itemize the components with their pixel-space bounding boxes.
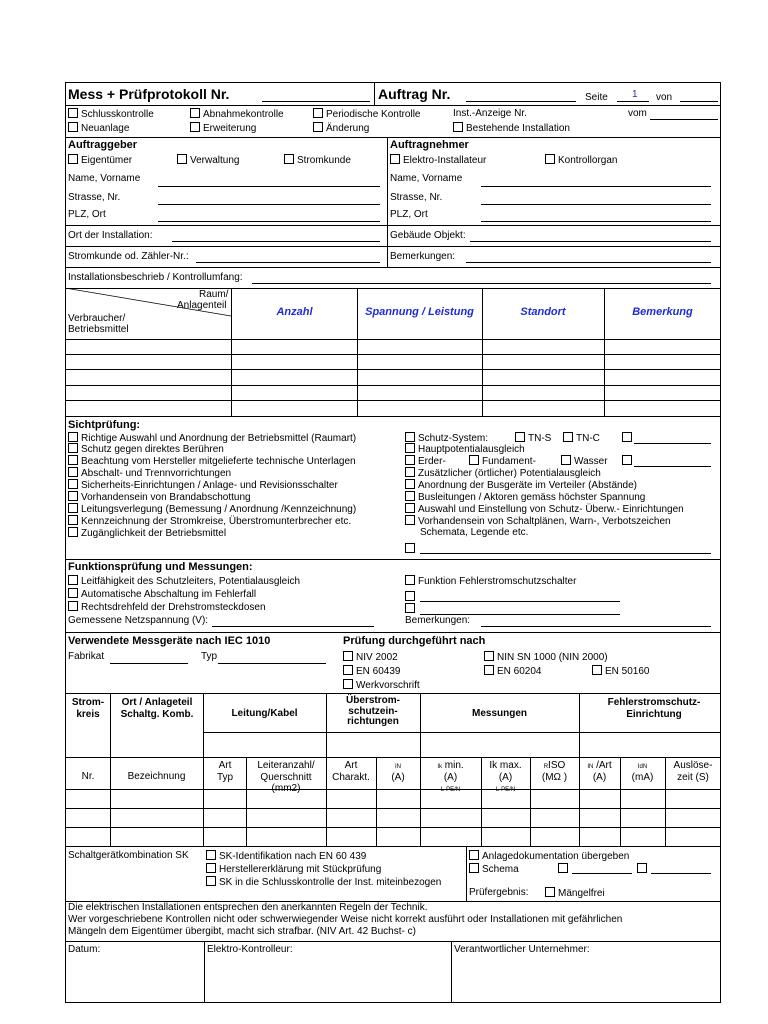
beschrieb-label: Installationsbeschrieb / Kontrollumfang: bbox=[68, 272, 243, 283]
raum-label: Raum/ bbox=[199, 289, 229, 300]
check-kontrollorgan[interactable]: Kontrollorgan bbox=[545, 154, 617, 167]
unternehmer-signature-field[interactable]: Verantwortlicher Unternehmer: bbox=[454, 944, 590, 955]
checkbox[interactable] bbox=[313, 108, 323, 118]
page-number: 1 bbox=[632, 89, 638, 100]
auftrag-label: Auftrag Nr. bbox=[378, 86, 451, 102]
col-leiteranzahl: Leiteranzahl/ Querschnitt (mm2) bbox=[257, 760, 315, 794]
col-spannung: Spannung / Leistung bbox=[365, 306, 474, 318]
check-schlusskontrolle[interactable]: Schlusskontrolle bbox=[68, 108, 154, 121]
sicht-item[interactable]: Zugänglichkeit der Betriebsmittel bbox=[68, 527, 226, 540]
col-ueberstrom: Überstrom-schutzein-richtungen bbox=[346, 695, 400, 727]
doku-other-field[interactable] bbox=[572, 873, 632, 874]
table-row[interactable] bbox=[65, 400, 721, 401]
legal-line: Wer vorgeschriebene Kontrollen nicht oder schwerwiegender Weise nicht korrekt ausführt oder Installationen mit gefährlichen bbox=[68, 914, 623, 925]
col-standort: Standort bbox=[520, 306, 566, 318]
check-sicht-other[interactable] bbox=[405, 543, 418, 556]
messgeraete-title: Verwendete Messgeräte nach IEC 1010 bbox=[68, 635, 271, 647]
von-label: von bbox=[656, 92, 673, 103]
table-row[interactable] bbox=[65, 827, 721, 828]
stromkunde-nr-label: Stromkunde od. Zähler-Nr.: bbox=[68, 251, 189, 262]
col-ik-min: Ik min. (A) L-PE/N bbox=[437, 760, 464, 793]
sicht-item[interactable]: Leitungsverlegung (Bemessung / Anordnung /Kennzeichnung) bbox=[68, 503, 356, 516]
checkbox[interactable] bbox=[390, 154, 400, 164]
an-strasse-field[interactable] bbox=[481, 204, 711, 205]
inst-anzeige-label: Inst.-Anzeige Nr. bbox=[453, 108, 527, 119]
check-verwaltung[interactable]: Verwaltung bbox=[177, 154, 239, 167]
auftrag-number-field[interactable] bbox=[466, 101, 576, 102]
check-periodische[interactable]: Periodische Kontrolle bbox=[313, 108, 421, 121]
sk-label: Schaltgerätkombination SK bbox=[68, 850, 189, 861]
ag-plz-label: PLZ, Ort bbox=[68, 209, 106, 220]
ag-strasse-field[interactable] bbox=[158, 204, 380, 205]
an-strasse-label: Strasse, Nr. bbox=[390, 192, 443, 203]
col-fehlerstrom: Fehlerstromschutz-Einrichtung bbox=[607, 697, 701, 720]
col-leitung: Leitung/Kabel bbox=[231, 708, 298, 719]
verbraucher-label: Verbraucher/ bbox=[68, 313, 126, 324]
page-total-field[interactable] bbox=[680, 101, 718, 102]
checkbox[interactable] bbox=[68, 154, 78, 164]
col-riso: RISO (MΩ ) bbox=[541, 760, 568, 783]
datum-field[interactable]: Datum: bbox=[68, 944, 101, 955]
form-title: Mess + Prüfprotokoll Nr. bbox=[68, 86, 230, 102]
seite-label: Seite bbox=[585, 92, 608, 103]
gebaeude-field[interactable] bbox=[470, 241, 711, 242]
sk-item[interactable]: SK-Identifikation nach EN 60 439 bbox=[206, 850, 366, 863]
netzspannung-field[interactable] bbox=[212, 626, 374, 627]
check-en60439[interactable]: EN 60439 bbox=[343, 665, 400, 678]
checkbox[interactable] bbox=[190, 108, 200, 118]
checkbox[interactable] bbox=[68, 122, 78, 132]
sicht-item-right[interactable]: Vorhandensein von Schaltplänen, Warn-, Verbotszeichen bbox=[405, 515, 671, 528]
check-funktion-other[interactable] bbox=[405, 603, 418, 616]
table-row[interactable] bbox=[65, 369, 721, 370]
check-werkvorschrift[interactable]: Werkvorschrift bbox=[343, 679, 420, 692]
vom-date-field[interactable] bbox=[650, 119, 718, 120]
auftragnehmer-title: Auftragnehmer bbox=[390, 139, 469, 151]
auftraggeber-title: Auftraggeber bbox=[68, 139, 138, 151]
anlagenteil-label: Anlagenteil bbox=[177, 300, 227, 311]
funktion-other-field[interactable] bbox=[420, 601, 620, 602]
sicht-item[interactable]: Sicherheits-Einrichtungen / Anlage- und Revisionsschalter bbox=[68, 479, 338, 492]
funktion-bemerkungen-label: Bemerkungen: bbox=[405, 615, 471, 626]
gebaeude-label: Gebäude Objekt: bbox=[390, 230, 466, 241]
ag-name-field[interactable] bbox=[158, 186, 380, 187]
funktion-bemerkungen-field[interactable] bbox=[481, 626, 711, 627]
ag-plz-field[interactable] bbox=[158, 221, 380, 222]
funktion-item[interactable]: Automatische Abschaltung im Fehlerfall bbox=[68, 588, 256, 601]
sicht-item[interactable]: Richtige Auswahl und Anordnung der Betriebsmittel (Raumart) bbox=[68, 432, 356, 445]
check-schema[interactable]: Schema bbox=[469, 863, 519, 876]
an-name-field[interactable] bbox=[481, 186, 711, 187]
betriebsmittel-label: Betriebsmittel bbox=[68, 324, 129, 335]
funktion-item[interactable]: Leitfähigkeit des Schutzleiters, Potentialausgleich bbox=[68, 575, 300, 588]
check-niv[interactable]: NIV 2002 bbox=[343, 651, 398, 664]
check-maengelfrei[interactable]: Mängelfrei bbox=[545, 887, 605, 900]
an-plz-label: PLZ, Ort bbox=[390, 209, 428, 220]
sk-item[interactable]: Herstellererklärung mit Stückprüfung bbox=[206, 863, 381, 876]
sicht-item[interactable]: Vorhandensein von Brandabschottung bbox=[68, 491, 251, 504]
check-fi-schalter[interactable]: Funktion Fehlerstromschutzschalter bbox=[405, 575, 576, 588]
check-nin[interactable]: NIN SN 1000 (NIN 2000) bbox=[484, 651, 608, 664]
col-bemerkung: Bemerkung bbox=[632, 306, 693, 318]
table-row[interactable] bbox=[65, 808, 721, 809]
protocol-number-field[interactable] bbox=[262, 101, 370, 102]
col-art-typ: Art Typ bbox=[216, 760, 234, 783]
bemerkungen-field[interactable] bbox=[466, 262, 711, 263]
sicht-item[interactable]: Schutz gegen direktes Berühren bbox=[68, 443, 224, 456]
sicht-title: Sichtprüfung: bbox=[68, 419, 141, 431]
schutz-other-field[interactable] bbox=[634, 443, 711, 444]
an-name-label: Name, Vorname bbox=[390, 173, 463, 184]
checkbox[interactable] bbox=[313, 122, 323, 132]
sicht-item-right[interactable]: Auswahl und Einstellung von Schutz- Überw.- Einrichtungen bbox=[405, 503, 684, 516]
checkbox[interactable] bbox=[68, 108, 78, 118]
schemata-label: Schemata, Legende etc. bbox=[420, 527, 529, 538]
check-anlagedoku[interactable]: Anlagedokumentation übergeben bbox=[469, 850, 629, 863]
stromkunde-nr-field[interactable] bbox=[196, 262, 380, 263]
check-hauptpotential[interactable]: Hauptpotentialausgleich bbox=[405, 443, 525, 456]
sicht-item-right[interactable]: Anordnung der Busgeräte im Verteiler (Abstände) bbox=[405, 479, 637, 492]
funktion-item[interactable]: Rechtsdrehfeld der Drehstromsteckdosen bbox=[68, 601, 266, 614]
col-stromkreis: Strom-kreis bbox=[71, 697, 105, 720]
checkbox[interactable] bbox=[190, 122, 200, 132]
sicht-item[interactable]: Kennzeichnung der Stromkreise, Überstromunterbrecher etc. bbox=[68, 515, 351, 528]
vom-label: vom bbox=[628, 108, 647, 119]
netzspannung-label: Gemessene Netzspannung (V): bbox=[68, 615, 209, 626]
check-funktion-other[interactable] bbox=[405, 591, 418, 604]
typ-label: Typ bbox=[201, 651, 218, 662]
checkbox[interactable] bbox=[284, 154, 294, 164]
check-wasser[interactable]: Wasser bbox=[561, 455, 608, 468]
sk-item[interactable]: SK in die Schlusskontrolle der Inst. miteinbezogen bbox=[206, 876, 441, 889]
col-art-charakt: Art Charakt. bbox=[332, 760, 370, 783]
table-row[interactable] bbox=[65, 385, 721, 386]
checkbox[interactable] bbox=[545, 154, 555, 164]
ort-installation-label: Ort der Installation: bbox=[68, 230, 153, 241]
check-aenderung[interactable]: Änderung bbox=[313, 122, 369, 135]
col-anzahl: Anzahl bbox=[276, 306, 313, 318]
col-ort-anlageteil: Ort / Anlageteil Schaltg. Komb. bbox=[120, 697, 194, 720]
check-abnahmekontrolle[interactable]: Abnahmekontrolle bbox=[190, 108, 284, 121]
col-in-art: IN /Art (A) bbox=[587, 760, 612, 783]
check-schutz-system[interactable]: Schutz-System: bbox=[405, 432, 488, 445]
col-ausloesezeit: Auslöse-zeit (S) bbox=[673, 760, 713, 783]
col-in: IN (A) bbox=[391, 764, 405, 783]
check-doku-other2[interactable] bbox=[637, 863, 650, 876]
check-elektro-installateur[interactable]: Elektro-Installateur bbox=[390, 154, 486, 167]
doku-other2-field[interactable] bbox=[651, 873, 711, 874]
check-doku-other[interactable] bbox=[558, 863, 571, 876]
table-row[interactable] bbox=[65, 846, 721, 847]
erder-other-field[interactable] bbox=[634, 466, 711, 467]
check-tn-c[interactable]: TN-C bbox=[563, 432, 600, 445]
fabrikat-label: Fabrikat bbox=[68, 651, 105, 662]
legal-line: Die elektrischen Installationen entsprechen den anerkannten Regeln der Technik. bbox=[68, 902, 428, 913]
sicht-other-field[interactable] bbox=[420, 553, 711, 554]
check-erder[interactable]: Erder- bbox=[405, 455, 446, 468]
ag-name-label: Name, Vorname bbox=[68, 173, 141, 184]
sicht-item[interactable]: Abschalt- und Trennvorrichtungen bbox=[68, 467, 231, 480]
legal-line: Mängeln dem Eigentümer übergibt, macht sich strafbar. (NIV Art. 42 Buchst- c) bbox=[68, 926, 416, 937]
beschrieb-field[interactable] bbox=[252, 283, 711, 284]
checkbox[interactable] bbox=[453, 122, 463, 132]
col-idn: IdN (mA) bbox=[631, 764, 654, 783]
check-erweiterung[interactable]: Erweiterung bbox=[190, 122, 256, 135]
sicht-item-right[interactable]: Busleitungen / Aktoren gemäss höchster Spannung bbox=[405, 491, 645, 504]
typ-field[interactable] bbox=[218, 663, 326, 664]
col-nr: Nr. bbox=[81, 771, 95, 782]
kontrolleur-signature-field[interactable]: Elektro-Kontrolleur: bbox=[207, 944, 293, 955]
pruefergebnis-label: Prüfergebnis: bbox=[469, 887, 529, 898]
ag-strasse-label: Strasse, Nr. bbox=[68, 192, 121, 203]
check-fundament[interactable]: Fundament- bbox=[469, 455, 536, 468]
col-messungen: Messungen bbox=[471, 708, 527, 719]
checkbox[interactable] bbox=[177, 154, 187, 164]
bemerkungen-label: Bemerkungen: bbox=[390, 251, 456, 262]
table-row[interactable] bbox=[65, 354, 721, 355]
an-plz-field[interactable] bbox=[481, 221, 711, 222]
check-en60204[interactable]: EN 60204 bbox=[484, 665, 541, 678]
pruefung-title: Prüfung durchgeführt nach bbox=[343, 635, 486, 647]
sicht-item[interactable]: Beachtung vom Hersteller mitgelieferte technische Unterlagen bbox=[68, 455, 356, 468]
fabrikat-field[interactable] bbox=[110, 663, 188, 664]
check-eigentuemer[interactable]: Eigentümer bbox=[68, 154, 132, 167]
check-tn-s[interactable]: TN-S bbox=[515, 432, 551, 445]
check-bestehende[interactable]: Bestehende Installation bbox=[453, 122, 570, 135]
col-ik-max: Ik max. (A) L-PE/N bbox=[489, 760, 522, 793]
check-en50160[interactable]: EN 50160 bbox=[592, 665, 649, 678]
col-bezeichnung: Bezeichnung bbox=[127, 771, 186, 782]
ort-installation-field[interactable] bbox=[172, 241, 380, 242]
funktion-title: Funktionsprüfung und Messungen: bbox=[68, 561, 253, 573]
sicht-item-right[interactable]: Zusätzlicher (örtlicher) Potentialausgleich bbox=[405, 467, 601, 480]
check-stromkunde[interactable]: Stromkunde bbox=[284, 154, 351, 167]
check-neuanlage[interactable]: Neuanlage bbox=[68, 122, 129, 135]
